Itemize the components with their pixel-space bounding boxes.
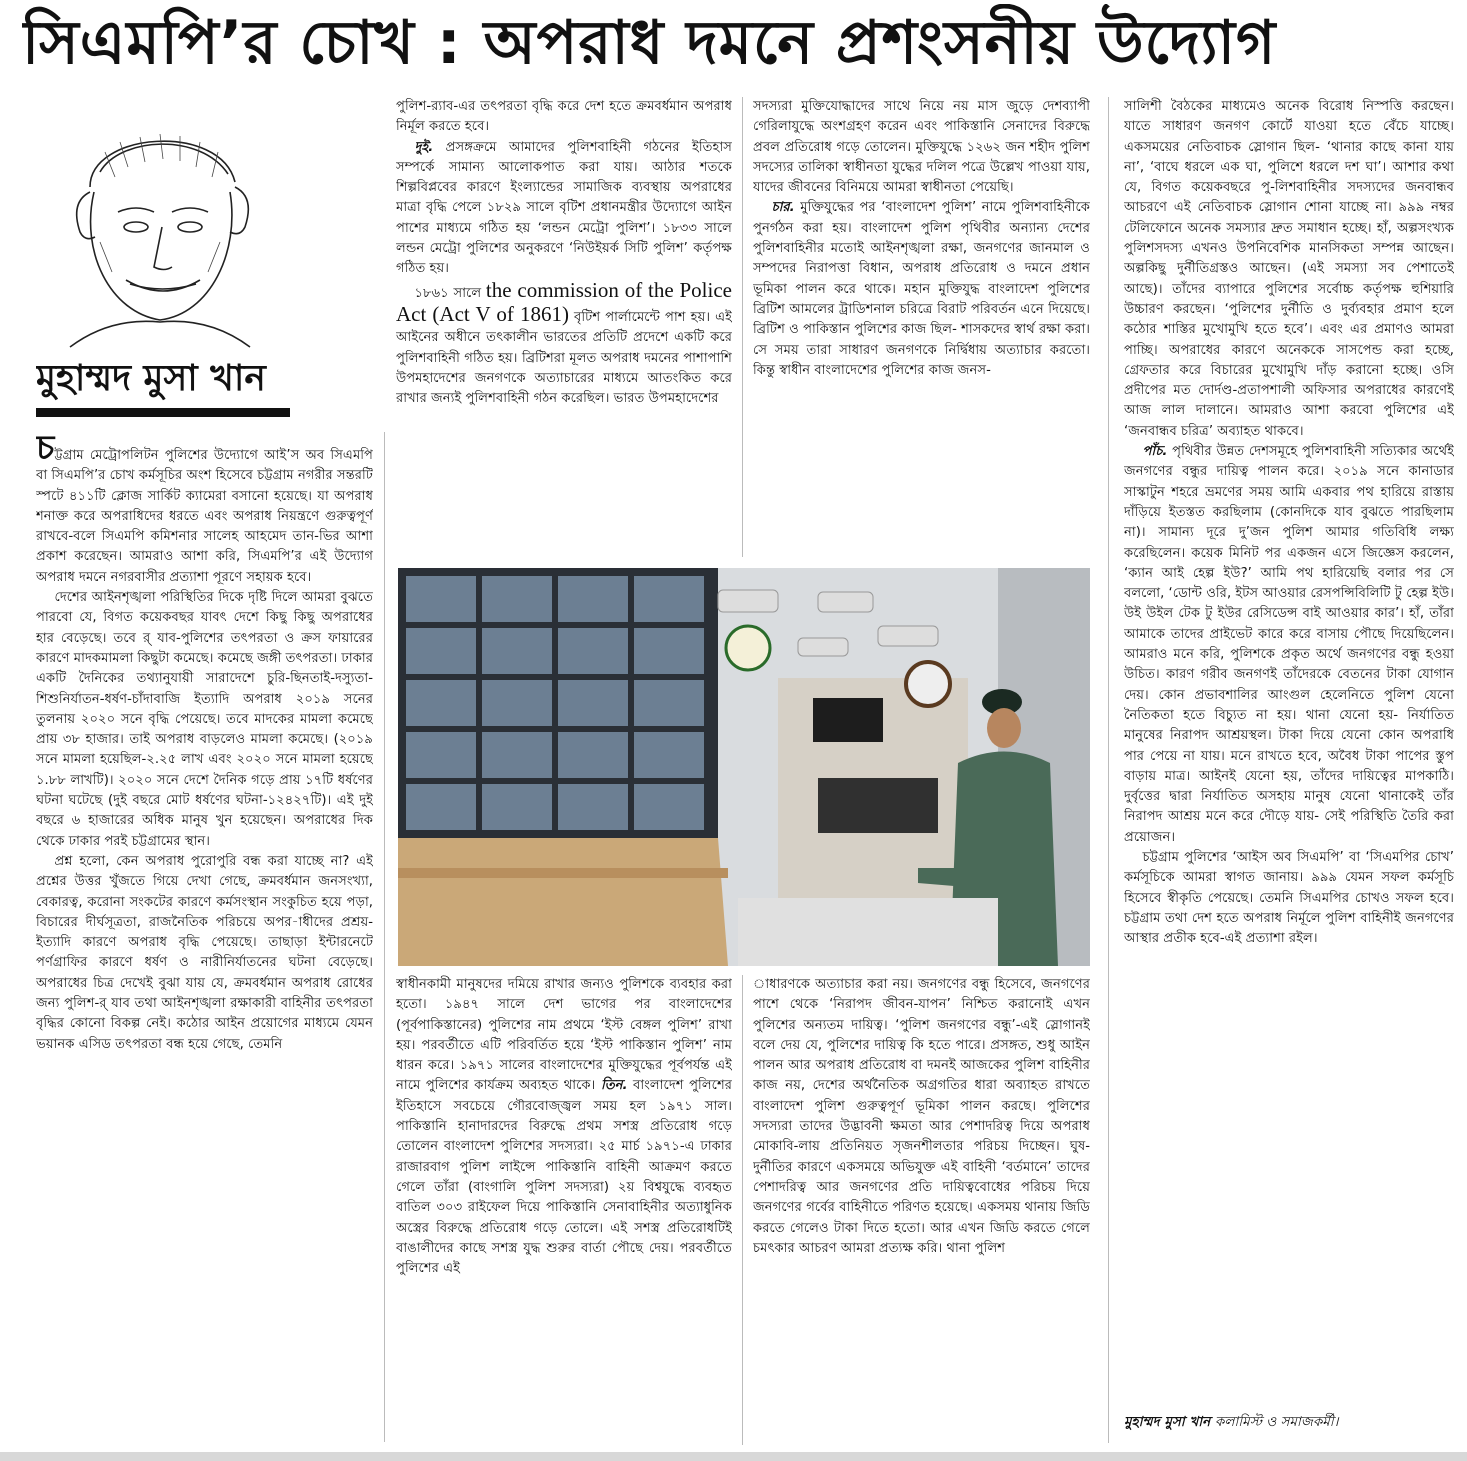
section-lead: চার. <box>771 200 795 216</box>
section-lead: তিন. <box>600 1078 628 1094</box>
author-divider <box>36 408 290 417</box>
paragraph: াধারণকে অত্যাচার করা নয়। জনগণের বন্ধু হিসেবে, জনগণের পাশে থেকে ‘নিরাপদ জীবন-যাপন’ নিশ্চিত করানোই এখন পুলিশের অন্যতম দায়িত্ব। ‘পুলিশ জনগণের বন্ধু’-এই স্লোগানই বলে দেয় যে, পুলিশের দায়িত্ব কি হতে পারে। প্রসঙ্গত, শুধু আইন পালন আর অপরাধ প্রতিরোধ বা দমনই আজকের পুলিশ বাহিনীর কাজ নয়, দেশের অর্থনৈতিক অগ্রগতির ধারা অব্যাহত রাখতে বাংলাদেশ পুলিশ গুরুত্বপূর্ণ ভূমিকা পালন করছে। পুলিশের সদস্যরা তাদের উদ্ভাবনী ক্ষমতা আর পেশাদরিত্ব দিয়ে অপরাধ মোকাবি-লায় প্রতিনিয়ত সৃজনশীলতার পরিচয় দিচ্ছেন। ঘুষ-দুর্নীতির কারণে একসময়ে অভিযুক্ত এই বাহিনী ‘বর্তমানে’ তাদের পেশাদরিত্ব আর জনগণের প্রতি দায়িত্ববোধের পরিচয় দিয়ে জনগণের গর্বের বাহিনীতে পরিণত হয়েছে। একসময় থানায় জিডি করতে গেলেও টাকা দিতে হতো। আর এখন জিডি করতে গেলে চমৎকার আচরণ আমরা প্রত্যক্ষ করি। থানা পুলিশ <box>753 977 1090 1256</box>
column-divider <box>1108 97 1109 1443</box>
paragraph: স্বাধীনকামী মানুষদের দমিয়ে রাখার জন্যও পুলিশকে ব্যবহার করা হতো। ১৯৪৭ সালে দেশ ভাগের পর বাংলাদেশের (পূর্বপাকিস্তানের) পুলিশের নাম প্রথমে ‘ইস্ট বেঙ্গল পুলিশ’ রাখা হয়। পরবর্তীতে এটি পরিবর্তিত হয়ে ‘ইস্ট পাকিস্তান পুলিশ’ নাম ধারন করে। ১৯৭১ সালের বাংলাদেশের মুক্তিযুদ্ধের পূর্বপর্যন্ত এই নামে পুলিশের কার্যক্রম অব্যহত থাকে। তিন. বাংলাদেশ পুলিশের ইতিহাসে সবচেয়ে গৌরবোজ্জ্বল সময় হল ১৯৭১ সাল। পাকিস্তানি হানাদারদের বিরুদ্ধে প্রথম সশস্ত্র প্রতিরোধ গড়ে তোলেন বাংলাদেশ পুলিশের সদস্যরা। ২৫ মার্চ ১৯৭১-এ ঢাকার রাজারবাগ পুলিশ লাইন্সে পাকিস্তানি বাহিনী আক্রমণ করতে গেলে তাঁরা (বাংগালি পুলিশ সদস্যরা) ২য় বিশ্বযুদ্ধে ব্যবহৃত বাতিল ৩০৩ রাইফেল দিয়ে পাকিস্তানি সেনাবাহিনীর অত্যাধুনিক অস্ত্রের বিরুদ্ধে প্রতিরোধ গড়ে তোলে। এই সশস্ত্র প্রতিরোধটিই বাঙালীদের কাছে সশস্ত্র যুদ্ধ শুরুর বার্তা পৌছে দেয়। পরবর্তীতে পুলিশের এই <box>396 977 732 1277</box>
column-divider <box>384 432 385 1442</box>
column-divider <box>742 97 743 557</box>
drop-cap: চ <box>36 433 55 468</box>
signature-role: কলামিস্ট ও সমাজকর্মী। <box>1214 1414 1339 1430</box>
english-act-name: the commission of the Police Act (Act V of 1861) <box>396 277 732 326</box>
cctv-control-room-photo <box>398 568 1090 966</box>
column-1 <box>36 433 373 1443</box>
paragraph: চট্টগ্রাম মেট্রোপলিটন পুলিশের উদ্যোগে আই’স অব সিএমপি বা সিএমপি’র চোখ কর্মসূচির অংশ হিসেবে চট্টগ্রাম নগরীর সন্তরটি স্পটে ৪১১টি ক্লোজ সার্কিট ক্যামেরা বসানো হয়েছে। যা অপরাধ শনাক্ত করে অপরাধিদের ধরতে এবং অপরাধ নিয়ন্ত্রণে গুরুত্বপূর্ণ রাখবে-বলে সিএমপি কমিশনার সালেহ আহমেদ তান-ভির আশা প্রকাশ করেছেন। আমরাও আশা করি, সিএমপি’র এই উদ্যোগ অপরাধ দমনে নগরবাসীর প্রত্যাশা পূরণে সহায়ক হবে। <box>36 433 373 588</box>
author-name: মুহাম্মদ মুসা খান <box>36 358 266 399</box>
paragraph: সদস্যরা মুক্তিযোদ্ধাদের সাথে নিয়ে নয় মাস জুড়ে দেশব্যাপী গেরিলাযুদ্ধে অংশগ্রহণ করেন এবং পাকিস্তানি সেনাদের বিরুদ্ধে প্রবল প্রতিরোধ গড়ে তোলেন। মুক্তিযুদ্ধে ১২৬২ জন শহীদ পুলিশ সদস্যের তালিকা স্বাধীনতা যুদ্ধের দলিল পত্রে উল্লেখ পাওয়া যায়, যাদের জীবনের বিনিময়ে আমরা স্বাধীনতা পেয়েছি। <box>753 99 1090 196</box>
signature <box>1124 1412 1454 1432</box>
bottom-band <box>0 1452 1467 1461</box>
section-lead: দুই. <box>414 139 434 155</box>
section-lead: পাঁচ. <box>1142 444 1168 460</box>
author-portrait-sketch <box>30 92 290 352</box>
paragraph: প্রশ্ন হলো, কেন অপরাধ পুরোপুরি বন্ধ করা যাচ্ছে না? এই প্রশ্নের উত্তর খুঁজতে গিয়ে দেখা গেছে, ক্রমবর্ধমান জনসংখ্যা, বেকারত্ব, করোনা সংকটের কারণে কর্মসংস্থান সংকুচিত হয়ে পড়া, বিচারের দীর্ঘসূত্রতা, রাজনৈতিক পরিচয়ে অপর-াধীদের প্রশ্রয়-ইত্যাদি কারণে অপরাধ বৃদ্ধি পেয়েছে। তাছাড়া ইন্টারনেটে পর্ণগ্রাফির কারণে ধর্ষণ ও নারীনির্যাতনের ঘটনা বেড়েছে। অপরাধের চিত্র দেখেই বুঝা যায় যে, ক্রমবর্ধমান অপরাধ রোধের জন্য পুলিশ-র্ যাব তথা আইনশৃঙ্খলা রক্ষাকারী বাহিনীর তৎপরতা বৃদ্ধির কোনো বিকল্প নেই। কঠোর আইন প্রয়োগের মাধ্যমে যেমন ভয়ানক এসিড তৎপরতা বন্ধ হয়ে গেছে, তেমনি <box>36 853 373 1052</box>
paragraph: সালিশী বৈঠকের মাধ্যমেও অনেক বিরোধ নিস্পত্তি করছেন। যাতে সাধারণ জনগণ কোর্টে যাওয়া হতে বেঁচে যাচ্ছে। একসময়ের নেতিবাচক স্লোগান ছিল- ‘থানার কাছে কানা যায় না’, ‘বাঘে ধরলে এক ঘা, পুলিশে ধরলে দশ ঘা’। আশার কথা যে, বিগত কয়েকবছরে পু-লিশবাহিনীর সদস্যদের জনবান্ধব আচরণে এই নেতিবাচক স্লোগান শোনা যাচ্ছে না। ৯৯৯ নম্বর টেলিফোনে অনেক সমস্যার দ্রুত সমাধান হচ্ছে। হাঁ, অল্পসংখ্যক পুলিশসদস্য এখনও উপনিবেশিক মানসিকতা সম্পন্ন আছেন। অল্পকিছু দুর্নীতিগ্রস্তও আছেন। (এই সমস্যা সব পেশাতেই আছে)। তাঁদের ব্যাপারে পুলিশের সর্বোচ্চ কর্তৃপক্ষ হুশিয়ারি উচ্চারণ করছেন। ‘পুলিশের দুর্নীতি ও দুর্ব্যবহার প্রমাণ হলে কঠোর শাস্তির মুখোমুখি হতে হবে’। এবং এর প্রমাণও আমরা পাচ্ছি। অপরাধের কারণে অনেককে সাসপেন্ড করা হচ্ছে, গ্রেফতার করে বিচারের মুখোমুখি দাঁড় করানো হচ্ছে। ওসি প্রদীপের মত দোর্দণ্ড-প্রতাপশালী অফিসার অপরাধের কারণেই আজ লাল দালানে। আমরাও আশা করবো পুলিশের এই ‘জনবান্ধব চরিত্র’ অব্যাহত থাকবে। <box>1124 99 1454 439</box>
signature-name: মুহাম্মদ মুসা খান <box>1124 1414 1211 1430</box>
paragraph: দেশের আইনশৃঙ্খলা পরিস্থিতির দিকে দৃষ্টি দিলে আমরা বুঝতে পারবো যে, বিগত কয়েকবছর যাবৎ দেশে কিছু কিছু অপরাধের হার বেড়েছে। তবে র্ যাব-পুলিশের তৎপরতা ও ক্রস ফায়ারের কারণে মাদকমামলা কিছুটা কমেছে। কমেছে জঙ্গী তৎপরতা। ঢাকার একটি দৈনিকের তথ্যানুযায়ী সারাদেশে চুরি-ছিনতাই-দস্যুতা-শিশুনির্যাতন-ধর্ষণ-চাঁদাবাজি ইত্যাদি অপরাধ ২০১৯ সনের তুলনায় ২০২০ সনে বৃদ্ধি পেয়েছে। তবে মাদকের মামলা কমেছে প্রায় ৩৮ হাজার। তাই অপরাধ বাড়লেও মামলা কমেছে। (২০১৯ সনে মামলা হয়েছিল-২.২৫ লাখ এবং ২০২০ সনে মামলা হয়েছে ১.৮৮ লাখটি)। ২০২০ সনে দেশে দৈনিক গড়ে প্রায় ১৭টি ধর্ষণের ঘটনা ঘটেছে (দুই বছরে মোট ধর্ষণের ঘটনা-১২৪২৭টি)। এই দুই বছরে ৬ হাজারের অধিক মানুষ খুন হয়েছেন। অপরাধের দিক থেকে ঢাকার পরই চট্টগ্রামের স্থান। <box>36 590 373 849</box>
paragraph: পুলিশ-র‌্যাব-এর তৎপরতা বৃদ্ধি করে দেশ হতে ক্রমবর্ধমান অপরাধ নির্মূল করতে হবে। <box>396 99 732 135</box>
paragraph: দুই. প্রসঙ্গক্রমে আমাদের পুলিশবাহিনী গঠনের ইতিহাস সম্পর্কে সামান্য আলোকপাত করা যায়। আঠার শতকে শিল্পবিপ্লবের কারণে ইংল্যান্ডের সামাজিক ব্যবস্থায় অপরাধের মাত্রা বৃদ্ধি পেলে ১৮২৯ সালে বৃটিশ প্রধানমন্ত্রীর উদ্যোগে আইন পাশের মাধ্যমে গঠিত হয় ‘লন্ডন মেট্রো পুলিশ’। ১৮৩৩ সালে লন্ডন মেট্রো পুলিশের অনুকরণে ‘নিউইয়র্ক সিটি পুলিশ’ কর্তৃপক্ষ গঠিত হয়। <box>396 139 732 277</box>
paragraph: ১৮৬১ সালে the commission of the Police Act (Act V of 1861) বৃটিশ পার্লামেন্টে পাশ হয়। এই আইনের অধীনে তৎকালীন ভারতের প্রতিটি প্রদেশে একটি করে পুলিশবাহিনী গঠিত হয়। ব্রিটিশরা মূলত অপরাধ দমনের পাশাপাশি উপমহাদেশের জনগণকে অত্যাচারের মাধ্যমে আতংকিত করে রাখার জন্যই পুলিশবাহিনী গঠন করেছিল। ভারত উপমহাদেশের <box>396 277 732 407</box>
paragraph: চট্টগ্রাম পুলিশের ‘আইস অব সিএমপি’ বা ‘সিএমপির চোখ’ কর্মসূচিকে আমরা স্বাগত জানায়। ৯৯৯ যেমন সফল কর্মসূচি হিসেবে স্বীকৃতি পেয়েছে। তেমনি সিএমপির চোখও সফল হবে। চট্টগ্রাম তথা দেশ হতে অপরাধ নির্মূলে পুলিশ বাহিনীই জনগণের আস্থার প্রতীক হবে-এই প্রত্যাশা রইল। <box>1124 849 1454 947</box>
column-2-top <box>396 97 732 557</box>
column-3-bottom <box>753 975 1090 1445</box>
column-divider <box>742 975 743 1445</box>
column-3-top <box>753 97 1090 557</box>
paragraph: পাঁচ. পৃথিবীর উন্নত দেশসমূহে পুলিশবাহিনী সত্যিকার অর্থেই জনগণের বন্ধুর দায়িত্ব পালন করে। ২০১৯ সনে কানাডার সাস্কাটুন শহরে ভ্রমণের সময় আমি একবার পথ হারিয়ে রাস্তায় দাঁড়িয়ে ইতস্তত করছিলাম (কোনদিকে যাব বুঝতে পারছিলাম না)। সামান্য দূরে দু’জন পুলিশ আমার গতিবিধি লক্ষ্য করেছিলেন। কয়েক মিনিট পর একজন এসে জিজ্ঞেস করলেন, ‘ক্যান আই হেল্প ইউ?’ আমি পথ হারিয়েছি বলার পর সে বললো, ‘ডোন্ট ওরি, ইটস আওয়ার রেসপন্সিবিলিটি টু হেল্প ইউ। উই উইল টেক টু ইউর রেসিডেন্স বাই আওয়ার কার’। হাঁ, তাঁরা আমাকে তাদের প্রাইভেট কারে করে বাসায় পৌছে দিয়েছিলেন। আমরাও মনে করি, পুলিশকে প্রকৃত অর্থে জনগণের বন্ধু হওয়া উচিত। কারণ গরীব জনগণই তাঁদেরকে বেতনের টাকা যোগান দেয়। কোন প্রভাবশালির আংগুল হেলেনিতে পুলিশ যেনো নৈতিকতা হতে বিচ্যুত না হয়। থানা যেনো হয়- নির্যাতিত মানুষের নিরাপদ আশ্রয়স্থল। টাকা দিয়ে যেনো কোন অপরাধি পার পেয়ে না যায়। মনে রাখতে হবে, অবৈধ টাকা পাপের স্তুপ বাড়ায় মাত্র। আইনই যেনো হয়, তাঁদের দায়িত্বের মাপকাঠি। দুর্বৃত্তের দ্বারা নির্যাতিত অসহায় মানুষ যেনো থানাকেই তাঁর নিরাপদ আশ্রয় মনে করে দৌড়ে যায়- সেই পরিস্থিতি তৈরি করা প্রয়োজন। <box>1124 444 1454 845</box>
column-4 <box>1124 97 1454 1407</box>
column-2-bottom <box>396 975 732 1445</box>
paragraph: চার. মুক্তিযুদ্ধের পর ‘বাংলাদেশ পুলিশ’ নামে পুলিশবাহিনীকে পুনর্গঠন করা হয়। বাংলাদেশ পুলিশ পৃথিবীর অন্যান্য দেশের পুলিশবাহিনীর মতোই আইনশৃঙ্খলা রক্ষা, জনগণের জানমাল ও সম্পদের নিরাপত্তা বিধান, অপরাধ প্রতিরোধ ও দমনে প্রধান ভূমিকা পালন করে থাকে। মহান মুক্তিযুদ্ধ বাংলাদেশ পুলিশের ব্রিটিশ আমলের ট্রাডিশনাল চরিত্রে বিরাট পরিবর্তন এনে দিয়েছে। ব্রিটিশ ও পাকিস্তান পুলিশের কাজ ছিল- শাসকদের স্বার্থ রক্ষা করা। সে সময় তারা সাধারণ জনগণকে নির্দ্বিধায় অত্যাচার করতো। কিন্তু স্বাধীন বাংলাদেশের পুলিশের কাজ জনস- <box>753 200 1090 378</box>
headline: সিএমপি’র চোখ : অপরাধ দমনে প্রশংসনীয় উদ্যোগ <box>22 8 1277 78</box>
